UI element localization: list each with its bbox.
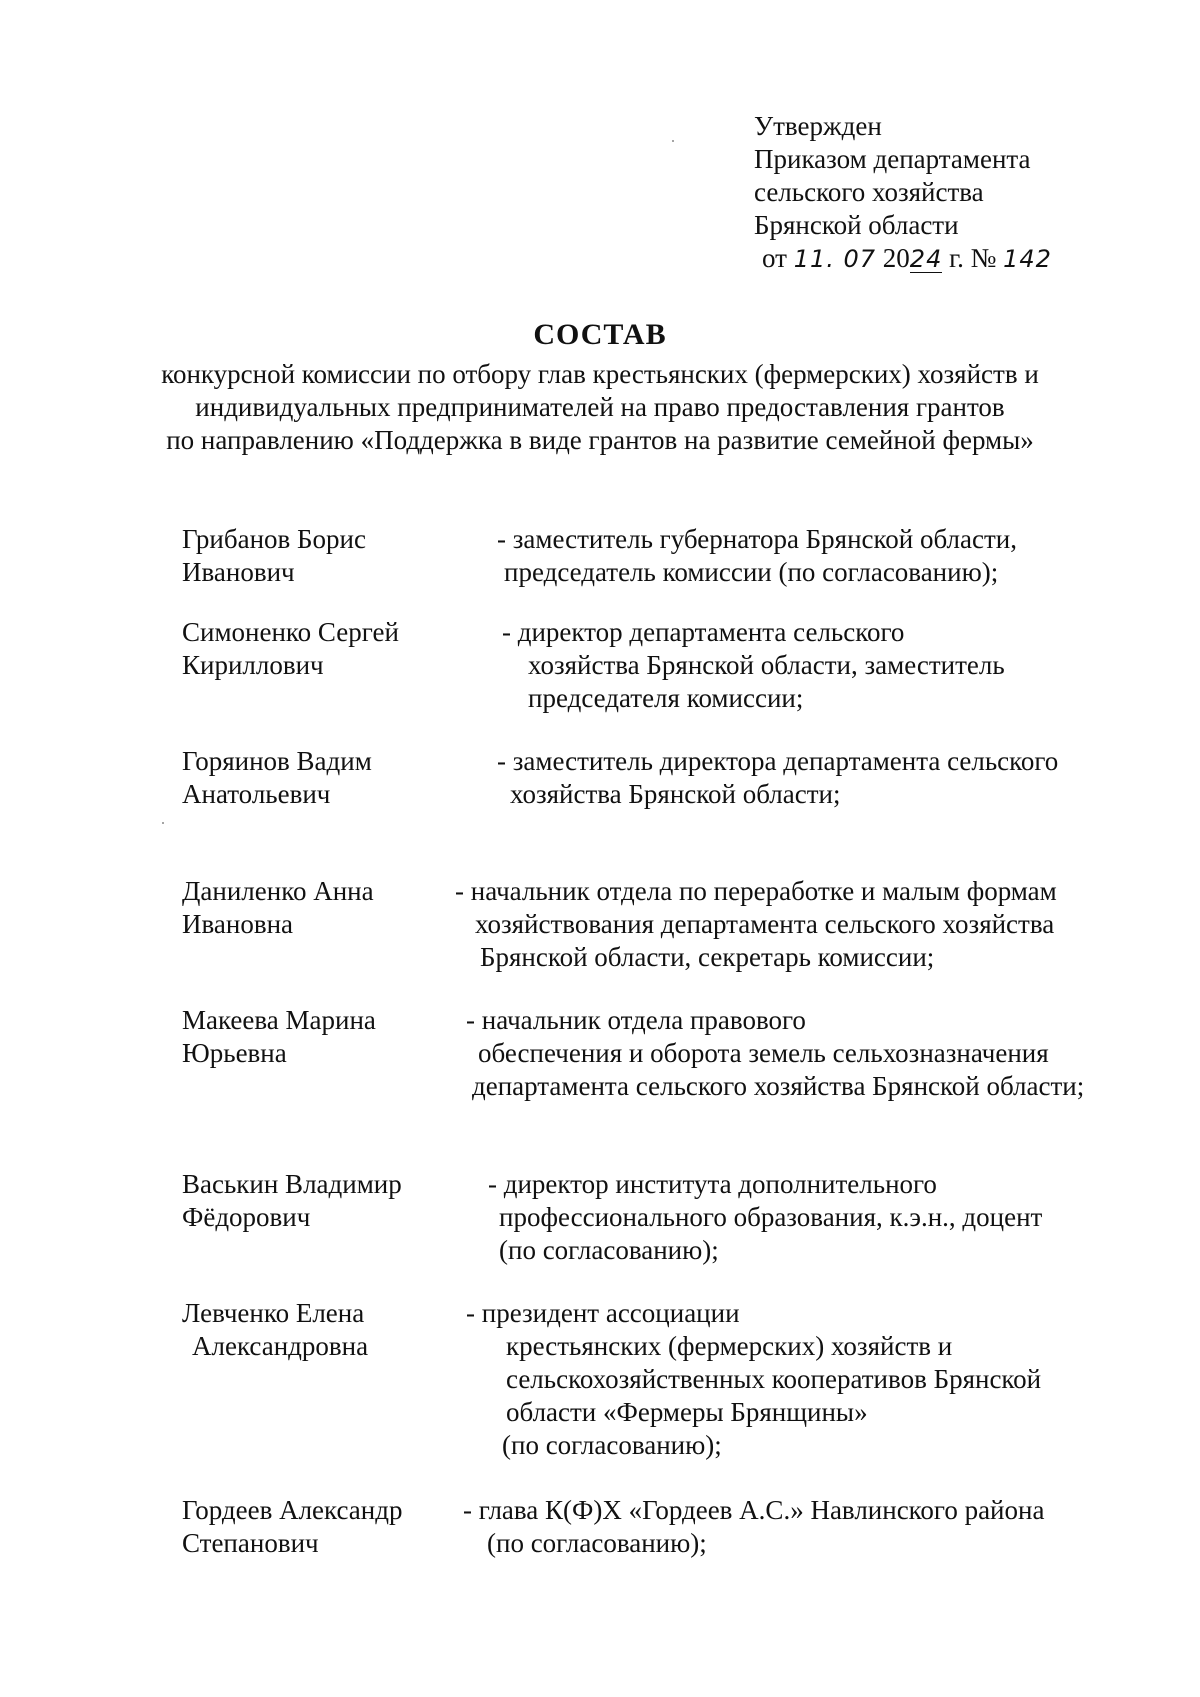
role-line: хозяйства Брянской области, заместитель (528, 650, 1005, 680)
role-line: хозяйствования департамента сельского хозяйства (475, 909, 1055, 939)
role-line: сельскохозяйственных кооперативов Брянской (506, 1364, 1042, 1394)
member-name-line-1: Симоненко Сергей (182, 617, 399, 647)
subtitle-line-2: индивидуальных предпринимателей на право предоставления грантов (195, 392, 1005, 422)
subtitle-line-3: по направлению «Поддержка в виде грантов на развитие семейной фермы» (166, 425, 1034, 455)
member-role (502, 616, 1005, 715)
role-line: Брянской области, секретарь комиссии; (480, 942, 935, 972)
member-name (182, 875, 374, 941)
document-title: СОСТАВ (533, 318, 667, 351)
document-subtitle (100, 358, 1100, 457)
member-role (466, 1297, 1041, 1462)
date-prefix: от (762, 243, 787, 273)
member-name-line-2: Александровна (192, 1331, 369, 1361)
member-name (182, 616, 399, 682)
role-line: председателя комиссии; (528, 683, 804, 713)
approval-line-4: Брянской области (754, 210, 959, 240)
role-line: (по согласованию); (499, 1235, 719, 1265)
role-line: - директор департамента сельского (502, 617, 905, 647)
member-name-line-1: Левченко Елена (182, 1298, 365, 1328)
role-line: обеспечения и оборота земель сельхозназначения (478, 1038, 1049, 1068)
role-line: - начальник отдела правового (466, 1005, 806, 1035)
member-role (455, 875, 1057, 974)
handwritten-order-number: 142 (1003, 245, 1052, 273)
member-name (182, 1297, 368, 1363)
member-name (182, 1494, 402, 1560)
role-line: хозяйства Брянской области; (510, 779, 841, 809)
member-name-line-2: Кириллович (182, 650, 324, 680)
member-role (463, 1494, 1044, 1560)
member-name-line-1: Макеева Марина (182, 1005, 376, 1035)
member-name (182, 745, 372, 811)
year-postfix: г. № (949, 243, 997, 273)
member-name (182, 1004, 376, 1070)
member-name-line-2: Иванович (182, 557, 295, 587)
role-line: - глава К(Ф)Х «Гордеев А.С.» Навлинского района (463, 1495, 1045, 1525)
member-name-line-2: Юрьевна (182, 1038, 287, 1068)
role-line: профессионального образования, к.э.н., доцент (499, 1202, 1043, 1232)
approval-date-line (762, 242, 1052, 276)
role-line: области «Фермеры Брянщины» (506, 1397, 868, 1427)
role-line: - директор института дополнительного (488, 1169, 937, 1199)
member-name-line-2: Степанович (182, 1528, 319, 1558)
member-name (182, 523, 366, 589)
role-line: департамента сельского хозяйства Брянской области; (472, 1071, 1085, 1101)
approval-block (754, 110, 1052, 276)
approval-line-2: Приказом департамента (754, 144, 1031, 174)
role-line: (по согласованию); (487, 1528, 707, 1558)
member-name (182, 1168, 402, 1234)
member-role (488, 1168, 1042, 1267)
role-line: - начальник отдела по переработке и малым формам (455, 876, 1057, 906)
year-prefix: 20 (882, 243, 910, 273)
approval-line-3: сельского хозяйства (754, 177, 984, 207)
member-role (466, 1004, 1084, 1103)
subtitle-line-1: конкурсной комиссии по отбору глав крестьянских (фермерских) хозяйств и (161, 359, 1039, 389)
member-name-line-1: Васькин Владимир (182, 1169, 402, 1199)
approval-line-1: Утвержден (754, 111, 882, 141)
role-line: председатель комиссии (по согласованию); (504, 557, 999, 587)
handwritten-year: 24 (909, 245, 943, 273)
scan-speck (162, 822, 164, 824)
member-name-line-1: Гордеев Александр (182, 1495, 403, 1525)
member-name-line-2: Анатольевич (182, 779, 331, 809)
member-name-line-2: Фёдорович (182, 1202, 311, 1232)
role-line: - президент ассоциации (466, 1298, 740, 1328)
member-name-line-1: Горяинов Вадим (182, 746, 372, 776)
role-line: - заместитель директора департамента сельского (497, 746, 1059, 776)
member-role (497, 745, 1058, 811)
role-line: (по согласованию); (502, 1430, 722, 1460)
member-name-line-2: Ивановна (182, 909, 294, 939)
member-name-line-1: Грибанов Борис (182, 524, 366, 554)
scan-speck (672, 140, 674, 142)
role-line: - заместитель губернатора Брянской области, (497, 524, 1017, 554)
role-line: крестьянских (фермерских) хозяйств и (506, 1331, 953, 1361)
member-role (497, 523, 1017, 589)
member-name-line-1: Даниленко Анна (182, 876, 374, 906)
handwritten-date: 11. 07 (793, 245, 877, 273)
